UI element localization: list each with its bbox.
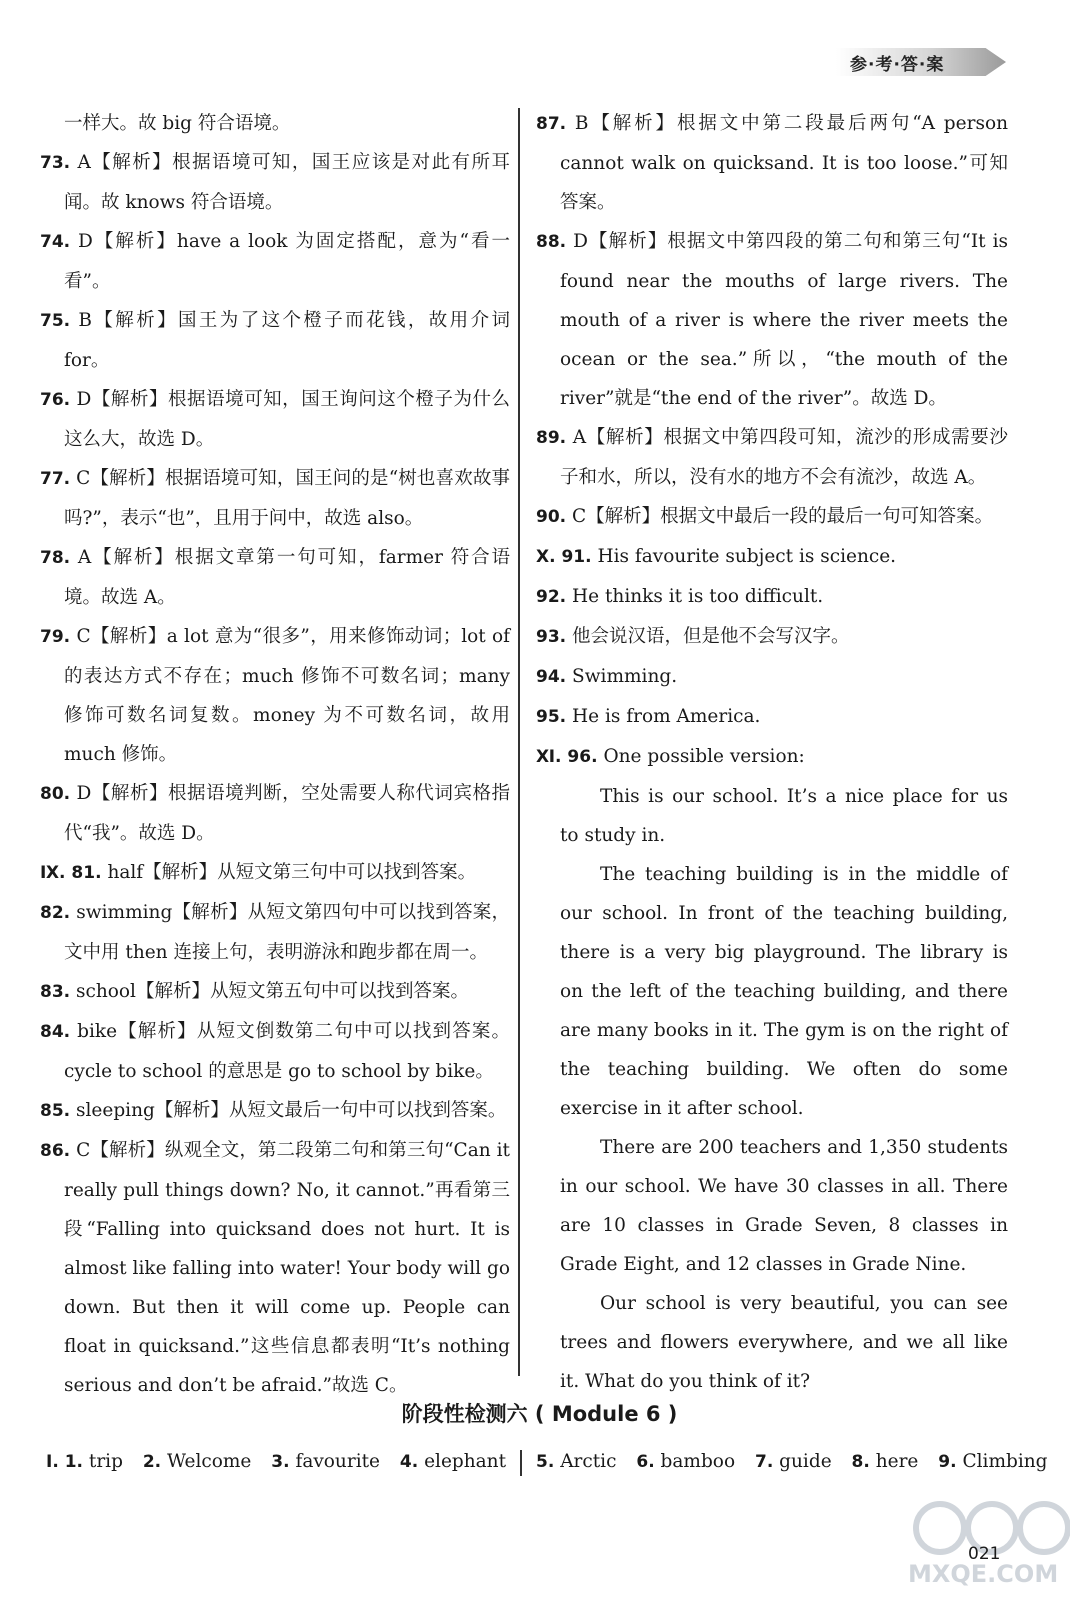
essay-paragraph: There are 200 teachers and 1,350 students in our school. We have 30 classes in all. There are 10 classes in Grade Seven, 8 classes in Grade Eight, and 12 classes in Grade Nine.	[560, 1137, 1008, 1275]
answer-item: 93. 他会说汉语，但是他不会写汉字。	[536, 626, 850, 647]
answer-item: 86. C【解析】纵观全文，第二段第二句和第三句“Can it really pull things down? No, it cannot.”再看第三段“Falling into quicksand does not hurt. It is almost like falling into water! Your body will go down. But then it will come up. People can float in quicksand.”这些信息都表明“It’s nothing serious and don’t be afraid.”故选 C。	[40, 1140, 510, 1396]
answer-item: 76. D【解析】根据语境可知，国王询问这个橙子为什么这么大，故选 D。	[40, 389, 510, 450]
answer-item: 80. D【解析】根据语境判断，空处需要人称代词宾格指代“我”。故选 D。	[40, 783, 510, 844]
answer-item: Ⅹ. 91. His favourite subject is science.	[536, 546, 897, 567]
answer-item: 89. A【解析】根据文中第四段可知，流沙的形成需要沙子和水，所以，没有水的地方不会有流沙，故选 A。	[536, 427, 1008, 488]
answer-item: 74. D【解析】have a look 为固定搭配，意为“看一看”。	[40, 231, 510, 292]
answer-item: 79. C【解析】a lot 意为“很多”，用来修饰动词；lot of 的表达方式不存在；much 修饰不可数名词；many 修饰可数名词复数。money 为不可数名词，故用 much 修饰。	[40, 626, 510, 765]
answer-item: Ⅺ. 96. One possible version:	[536, 746, 805, 767]
header-label: 参·考·答·案	[850, 54, 945, 75]
header-tag	[836, 44, 1016, 80]
page-number: 021	[968, 1544, 1001, 1564]
essay-paragraph: This is our school. It’s a nice place for us to study in.	[560, 786, 1008, 846]
section-title: 阶段性检测六 ( Module 6 )	[401, 1402, 678, 1426]
answer-item: 95. He is from America.	[536, 706, 761, 727]
bottom-answers-right: 5. Arctic 6. bamboo 7. guide 8. here 9. Climbing	[536, 1451, 1048, 1472]
bottom-divider	[520, 1450, 522, 1476]
answer-item: 77. C【解析】根据语境可知，国王问的是“树也喜欢故事吗?”，表示“也”，且用于问中，故选 also。	[40, 468, 510, 529]
answer-item: 83. school【解析】从短文第五句中可以找到答案。	[40, 981, 469, 1002]
answer-item: 85. sleeping【解析】从短文最后一句中可以找到答案。	[40, 1100, 507, 1121]
right-column	[536, 104, 1008, 1401]
answer-item: 94. Swimming.	[536, 666, 678, 687]
left-column	[40, 104, 510, 1405]
watermark-text: MXQE.COM	[908, 1560, 1059, 1588]
column-divider	[518, 108, 520, 1376]
essay-paragraph: Our school is very beautiful, you can see trees and flowers everywhere, and we all like it. What do you think of it?	[560, 1293, 1008, 1392]
answer-item: 73. A【解析】根据语境可知，国王应该是对此有所耳闻。故 knows 符合语境。	[40, 152, 510, 213]
answer-item: 75. B【解析】国王为了这个橙子而花钱，故用介词 for。	[40, 310, 510, 371]
answer-item: 92. He thinks it is too difficult.	[536, 586, 824, 607]
answer-item: 87. B【解析】根据文中第二段最后两句“A person cannot walk on quicksand. It is too loose.”可知答案。	[536, 113, 1008, 213]
answer-item: 一样大。故 big 符合语境。	[64, 113, 291, 134]
answer-item: 78. A【解析】根据文章第一句可知，farmer 符合语境。故选 A。	[40, 547, 511, 608]
answer-item: 82. swimming【解析】从短文第四句中可以找到答案，文中用 then 连接上句，表明游泳和跑步都在周一。	[40, 902, 510, 963]
watermark-logo-icon	[900, 1490, 1070, 1590]
essay-paragraph: The teaching building is in the middle of our school. In front of the teaching building, there is a very big playground. The library is on the left of the teaching building, and there are many books in it. The gym is on the right of the teaching building. We often do some exercise in it after school.	[560, 864, 1008, 1119]
answer-item: 88. D【解析】根据文中第四段的第二句和第三句“It is found near the mouths of large rivers. The mouth of a river is where the river meets the ocean or the sea.”所以，“the mouth of the river”就是“the end of the river”。故选 D。	[536, 231, 1008, 409]
answer-item: 90. C【解析】根据文中最后一段的最后一句可知答案。	[536, 506, 994, 527]
answer-item: Ⅸ. 81. half【解析】从短文第三句中可以找到答案。	[40, 862, 477, 883]
bottom-answers-left: Ⅰ. 1. trip 2. Welcome 3. favourite 4. elephant	[46, 1451, 507, 1472]
answer-item: 84. bike【解析】从短文倒数第二句中可以找到答案。cycle to school 的意思是 go to school by bike。	[40, 1021, 510, 1082]
